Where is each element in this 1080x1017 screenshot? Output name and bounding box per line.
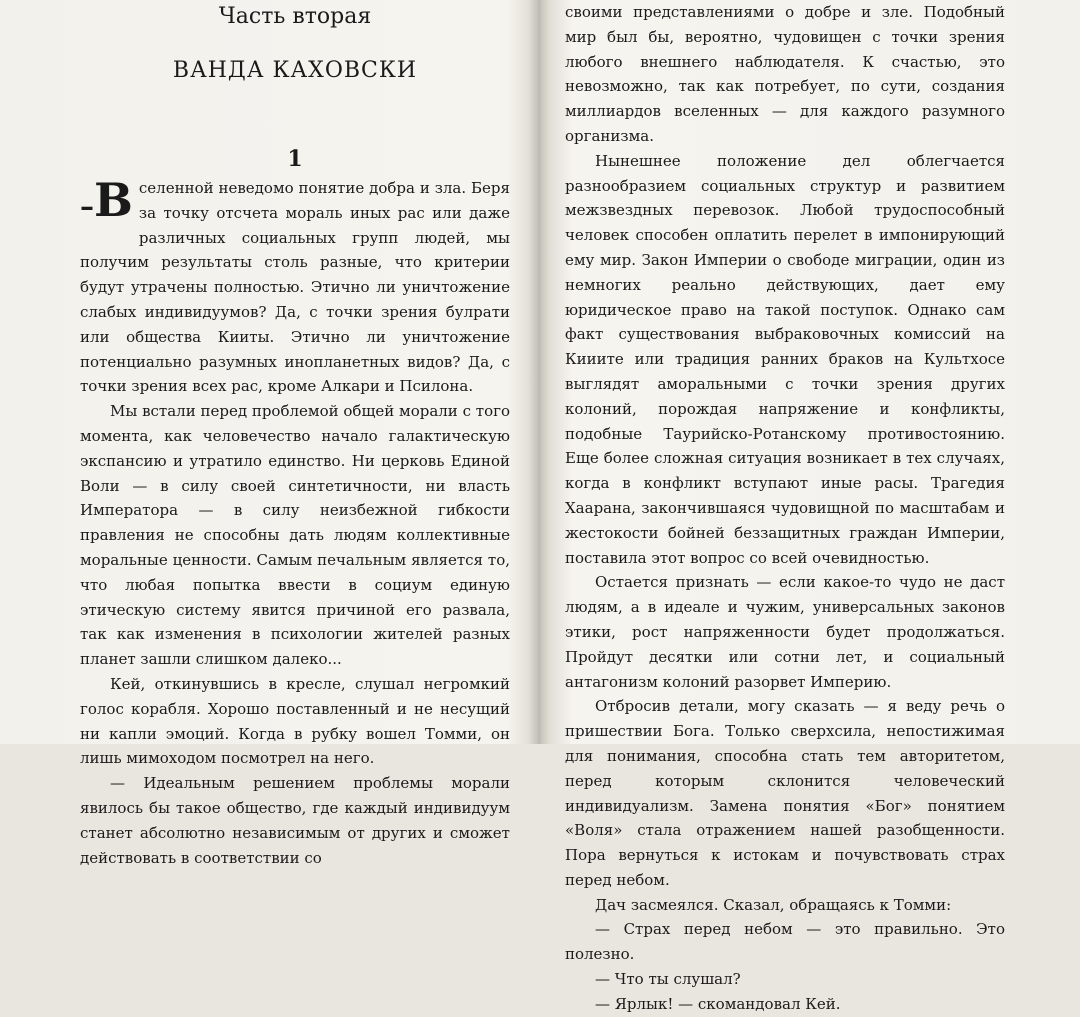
part-title: Часть вторая (218, 4, 372, 29)
paragraph: Нынешнее положение дел облегчается разнообразием социальных структур и развитием межзвездных перевозок. Любой трудоспособный человек способен оплатить перелет в импонирующий ему мир. Закон Империи о свободе миграции, один из немногих реально действующих, дает ему юридическое право на такой поступок. Однако сам факт существования выбраковочных комиссий на Кииите или традиция ранних браков на Культхосе выглядят аморальными с точки зрения других колоний, порождая напряжение и конфликты, подобные Таурийско-Ротанскому противостоянию. Еще более сложная ситуация возникает в тех случаях, когда в конфликт вступают иные расы. Трагедия Хаарана, закончившаяся чудовищной по масштабам и жестокости бойней беззащитных граждан Империи, поставила этот вопрос со всей очевидностью. (565, 151, 1005, 567)
right-page (565, 0, 1005, 1017)
paragraph: Кей, откинувшись в кресле, слушал негромкий голос корабля. Хорошо поставленный и не несущий ни капли эмоций. Когда в рубку вошел Томми, он лишь мимоходом посмотрел на него. (80, 674, 510, 768)
left-page (80, 0, 510, 870)
paragraph-text: селенной неведомо понятие добра и зла. Беря за точку отсчета мораль иных рас или даже различных социальных групп людей, мы получим результаты столь разные, что критерии будут утрачены полностью. Этично ли уничтожение слабых индивидуумов? Да, с точки зрения булрати или общества Кииты. Этично ли уничтожение потенциально разумных инопланетных видов? Да, с точки зрения всех рас, кроме Алкари и Псилона. (80, 179, 510, 396)
right-page-text (565, 0, 1005, 1017)
paragraph: Остается признать — если какое-то чудо не даст людям, а в идеале и чужим, универсальных законов этики, рост напряженности будет продолжаться. Пройдут десятки или сотни лет, и социальный антагонизм колоний разорвет Империю. (565, 573, 1005, 691)
drop-cap-dash: – (80, 190, 94, 223)
dialogue-line: — Ярлык! — скомандовал Кей. (595, 994, 841, 1013)
paragraph: — Идеальным решением проблемы морали явилось бы такое общество, где каждый индивидуум станет абсолютно независимым от других и сможет действовать в соответствии со (80, 774, 510, 867)
left-page-text (80, 173, 510, 870)
paragraph: Мы встали перед проблемой общей морали с того момента, как человечество начало галактическую экспансию и утратило единство. Ни церковь Единой Воли — в силу своей синтетичности, ни власть Императора — в силу неизбежной гибкости правления не способны дать людям коллективные моральные ценности. Самым печальным является то, что любая попытка ввести в социум единую этическую систему явится причиной его развала, так как изменения в психологии жителей разных планет зашли слишком далеко... (80, 402, 510, 669)
dialogue-line: — Страх перед небом — это правильно. Это полезно. (565, 920, 1005, 964)
drop-cap-letter: В (94, 173, 133, 227)
book-gutter (528, 0, 550, 744)
dialogue-line: — Что ты слушал? (595, 970, 741, 989)
paragraph: Отбросив детали, могу сказать — я веду речь о пришествии Бога. Только сверхсила, непостижимая для понимания, способна стать тем авторитетом, перед которым склонится человеческий индивидуализм. Замена понятия «Бог» понятием «Воля» стала отражением нашей разобщенности. Пора вернуться к истокам и почувствовать страх перед небом. (565, 697, 1005, 889)
section-title: ВАНДА КАХОВСКИ (172, 58, 418, 83)
drop-cap (80, 173, 133, 229)
paragraph: Дач засмеялся. Сказал, обращаясь к Томми: (595, 895, 952, 914)
paragraph (80, 173, 510, 399)
paragraph: своими представлениями о добре и зле. Подобный мир был бы, вероятно, чудовищен с точки зрения любого внешнего наблюдателя. К счастью, это невозможно, так как потребует, по сути, создания миллиардов вселенных — для каждого разумного организма. (565, 3, 1005, 145)
chapter-number: 1 (287, 146, 303, 172)
